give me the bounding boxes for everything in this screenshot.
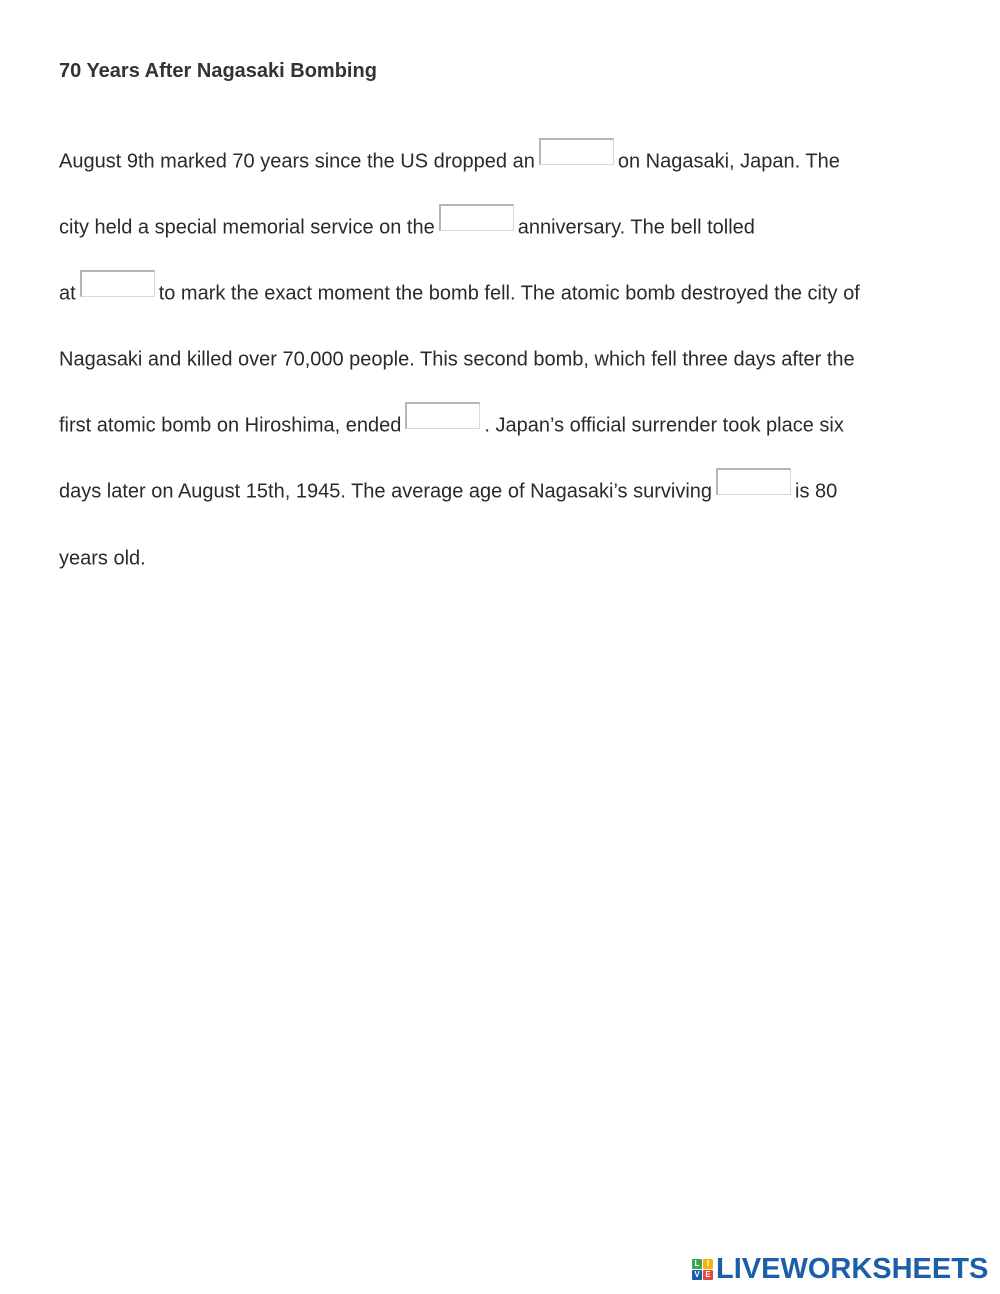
logo-mark-icon <box>692 1259 713 1280</box>
answer-blank-1[interactable] <box>539 138 614 165</box>
answer-blank-3[interactable] <box>80 270 155 297</box>
logo-mark-cell: I <box>703 1259 713 1269</box>
text-segment: anniversary. The bell tolled <box>517 216 755 239</box>
answer-blank-4[interactable] <box>405 402 480 429</box>
text-segment: at <box>59 282 76 305</box>
text-line-2 <box>59 214 755 241</box>
logo-mark-cell: V <box>692 1270 702 1280</box>
text-segment: is 80 <box>795 480 838 503</box>
logo-mark-cell: L <box>692 1259 702 1269</box>
text-segment: years old. <box>59 547 146 570</box>
text-segment: days later on August 15th, 1945. The average age of Nagasaki’s surviving <box>59 480 713 503</box>
text-line-7 <box>59 545 146 572</box>
text-line-4 <box>59 346 855 373</box>
text-line-1 <box>59 148 840 175</box>
text-segment: city held a special memorial service on the <box>59 216 435 239</box>
logo-mark-cell: E <box>703 1270 713 1280</box>
text-segment: first atomic bomb on Hiroshima, ended <box>59 414 402 437</box>
text-line-5 <box>59 412 844 439</box>
text-segment: . Japan’s official surrender took place six <box>484 414 844 437</box>
text-segment: Nagasaki and killed over 70,000 people. This second bomb, which fell three days after the <box>59 348 855 371</box>
answer-blank-5[interactable] <box>716 468 791 495</box>
text-line-6 <box>59 478 837 505</box>
answer-blank-2[interactable] <box>439 204 514 231</box>
liveworksheets-logo <box>692 1254 988 1284</box>
logo-text: LIVEWORKSHEETS <box>716 1253 989 1285</box>
text-line-3 <box>59 280 860 307</box>
text-segment: on Nagasaki, Japan. The <box>617 150 840 173</box>
page-title: 70 Years After Nagasaki Bombing <box>59 60 377 82</box>
text-segment: to mark the exact moment the bomb fell. The atomic bomb destroyed the city of <box>158 282 860 305</box>
text-segment: August 9th marked 70 years since the US dropped an <box>59 150 535 173</box>
